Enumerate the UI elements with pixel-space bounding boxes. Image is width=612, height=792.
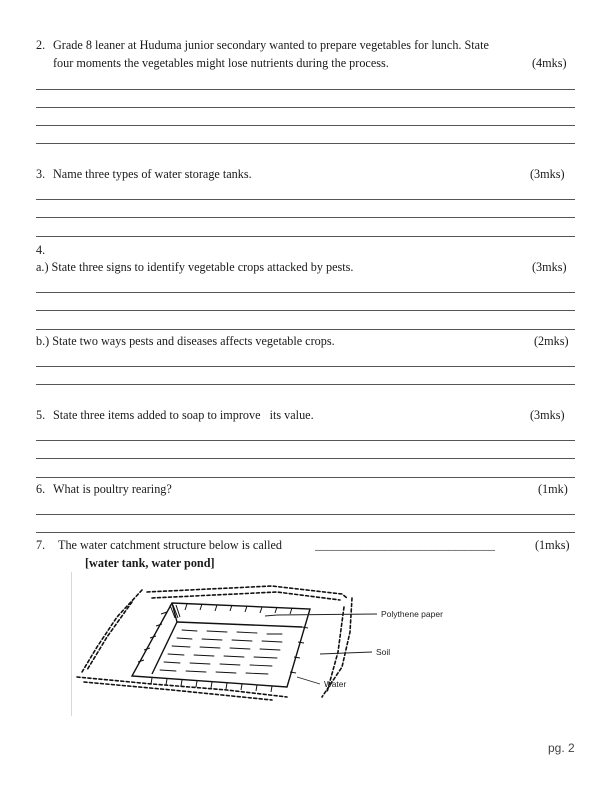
question-2-text-line2: four moments the vegetables might lose nutrients during the process. [53,56,389,70]
answer-line[interactable] [36,310,575,311]
answer-line[interactable] [36,366,575,367]
answer-line[interactable] [36,458,575,459]
soil-outer-border [77,586,352,700]
question-2-number: 2. [36,38,46,52]
label-leader-lines [265,614,377,684]
question-3-number: 3. [36,167,46,181]
question-5-number: 5. [36,408,46,422]
answer-line[interactable] [36,89,575,90]
water-ripples [160,630,282,674]
pit-edges [132,603,310,687]
answer-line[interactable] [36,217,575,218]
question-6-number: 6. [36,482,46,496]
answer-line[interactable] [36,107,575,108]
question-2-marks: (4mks) [532,56,567,70]
answer-line[interactable] [36,125,575,126]
question-7-marks: (1mks) [535,538,570,552]
answer-line[interactable] [36,236,575,237]
question-4a-text: a.) State three signs to identify vegetable crops attacked by pests. [36,260,354,274]
question-5-text: State three items added to soap to improve its value. [53,408,314,422]
answer-line[interactable] [36,514,575,515]
answer-line[interactable] [36,477,575,478]
answer-line[interactable] [36,199,575,200]
answer-line[interactable] [36,384,575,385]
question-7-options: [water tank, water pond] [85,556,215,570]
answer-line[interactable] [36,292,575,293]
water-pond-figure [72,572,492,720]
figure-label-soil: Soil [376,647,391,657]
question-3-marks: (3mks) [530,167,565,181]
answer-line[interactable] [36,329,575,330]
answer-line[interactable] [36,143,575,144]
question-7-blank[interactable]: _______________________________ [315,538,495,552]
question-7-text: The water catchment structure below is called [58,538,283,552]
answer-line[interactable] [36,532,575,533]
question-3-text: Name three types of water storage tanks. [53,167,252,181]
figure-label-polythene: Polythene paper [381,609,443,619]
question-7-number: 7. [36,538,46,552]
question-5-marks: (3mks) [530,408,565,422]
question-4b-text: b.) State two ways pests and diseases affects vegetable crops. [36,334,335,348]
question-4a-marks: (3mks) [532,260,567,274]
figure-label-water: Water [324,679,347,689]
question-6-marks: (1mk) [538,482,568,496]
question-6-text: What is poultry rearing? [53,482,172,496]
question-4-number: 4. [36,243,46,257]
page-number: pg. 2 [548,741,575,755]
question-4b-marks: (2mks) [534,334,569,348]
answer-line[interactable] [36,440,575,441]
question-2-text-line1: Grade 8 leaner at Huduma junior secondary wanted to prepare vegetables for lunch. State [53,38,489,52]
